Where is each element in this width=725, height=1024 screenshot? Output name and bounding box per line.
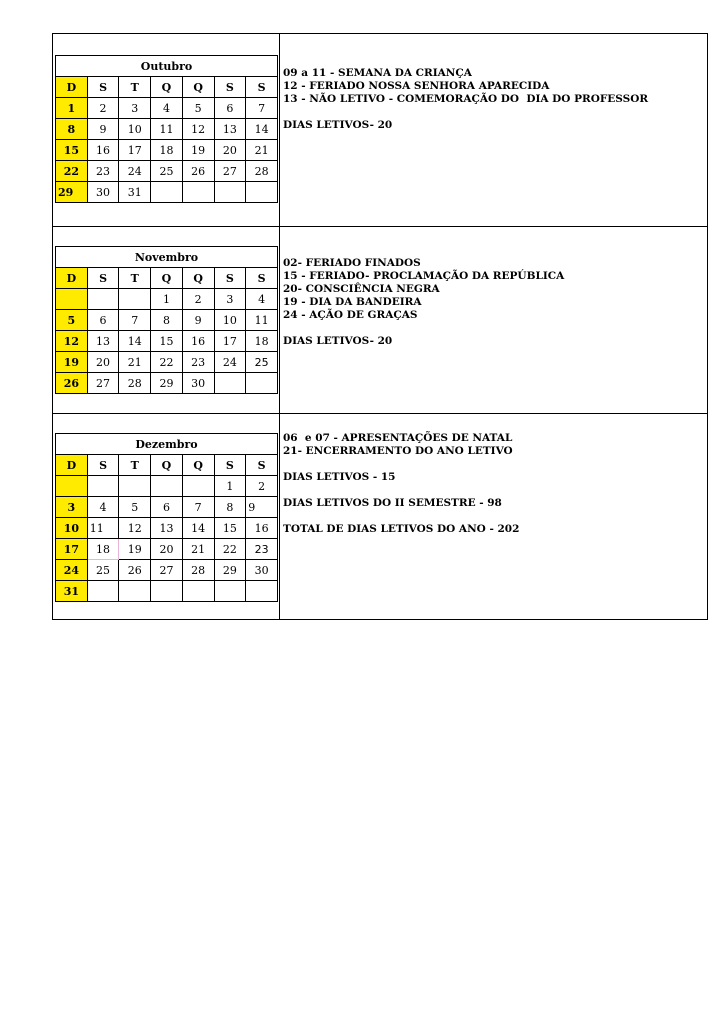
day-cell: 4 <box>151 98 183 119</box>
note-line: 20- CONSCIÊNCIA NEGRA <box>283 283 440 295</box>
day-cell: 27 <box>214 161 246 182</box>
day-cell: 29 <box>151 373 183 394</box>
day-cell: 13 <box>87 331 119 352</box>
day-cell: 6 <box>87 310 119 331</box>
day-cell: 6 <box>214 98 246 119</box>
day-cell: 3 <box>214 289 246 310</box>
day-cell <box>119 581 151 602</box>
day-cell <box>214 182 246 203</box>
weekday-header: Q <box>151 77 183 98</box>
sunday-cell: 10 <box>56 518 88 539</box>
day-cell: 9 <box>182 310 214 331</box>
note-line: 15 - FERIADO- PROCLAMAÇÃO DA REPÚBLICA <box>283 270 565 282</box>
calendar-dezembro <box>55 433 278 602</box>
day-cell: 14 <box>182 518 214 539</box>
note-line: DIAS LETIVOS- 20 <box>283 335 393 347</box>
day-cell: 18 <box>246 331 278 352</box>
section-divider <box>53 413 707 414</box>
sunday-cell: 19 <box>56 352 88 373</box>
weekday-header: S <box>87 455 119 476</box>
weekday-header: S <box>246 268 278 289</box>
day-cell: 24 <box>119 161 151 182</box>
day-cell <box>246 373 278 394</box>
note-line: 09 a 11 - SEMANA DA CRIANÇA <box>283 67 472 79</box>
day-cell: 5 <box>182 98 214 119</box>
weekday-header: T <box>119 268 151 289</box>
day-cell <box>119 289 151 310</box>
weekday-header: S <box>87 77 119 98</box>
day-cell: 12 <box>182 119 214 140</box>
day-cell: 5 <box>119 497 151 518</box>
sunday-cell: 8 <box>56 119 88 140</box>
day-cell: 23 <box>246 539 278 560</box>
day-cell: 20 <box>151 539 183 560</box>
sunday-cell: 29 <box>56 182 88 203</box>
weekday-header: D <box>56 77 88 98</box>
day-cell: 7 <box>182 497 214 518</box>
note-line: 19 - DIA DA BANDEIRA <box>283 296 422 308</box>
month-title: Novembro <box>56 247 278 268</box>
day-cell: 13 <box>151 518 183 539</box>
column-divider <box>279 34 280 619</box>
note-line: DIAS LETIVOS- 20 <box>283 119 393 131</box>
calendar-frame <box>52 33 708 620</box>
day-cell <box>151 182 183 203</box>
weekday-header: Q <box>182 268 214 289</box>
day-cell: 11 <box>246 310 278 331</box>
weekday-header: D <box>56 268 88 289</box>
day-cell: 20 <box>214 140 246 161</box>
weekday-header: D <box>56 455 88 476</box>
notes-dezembro <box>283 432 703 536</box>
day-cell: 29 <box>214 560 246 581</box>
day-cell: 16 <box>87 140 119 161</box>
sunday-cell <box>56 476 88 497</box>
day-cell: 30 <box>182 373 214 394</box>
weekday-header: Q <box>151 455 183 476</box>
day-cell: 4 <box>246 289 278 310</box>
day-cell <box>246 581 278 602</box>
day-cell: 16 <box>182 331 214 352</box>
day-cell <box>151 581 183 602</box>
day-cell <box>182 182 214 203</box>
day-cell: 28 <box>119 373 151 394</box>
day-cell: 30 <box>246 560 278 581</box>
note-line: TOTAL DE DIAS LETIVOS DO ANO - 202 <box>283 523 520 535</box>
note-spacer <box>283 322 703 335</box>
sunday-cell <box>56 289 88 310</box>
day-cell: 7 <box>246 98 278 119</box>
weekday-header: Q <box>182 77 214 98</box>
day-cell <box>87 581 119 602</box>
day-cell: 15 <box>214 518 246 539</box>
note-spacer <box>283 510 703 523</box>
day-cell <box>151 476 183 497</box>
day-cell <box>214 581 246 602</box>
day-cell: 14 <box>246 119 278 140</box>
day-cell: 13 <box>214 119 246 140</box>
note-spacer <box>283 484 703 497</box>
note-spacer <box>283 458 703 471</box>
day-cell: 15 <box>151 331 183 352</box>
day-cell: 12 <box>119 518 151 539</box>
calendar-outubro <box>55 55 278 203</box>
day-cell: 18 <box>151 140 183 161</box>
sunday-cell: 17 <box>56 539 88 560</box>
day-cell: 21 <box>246 140 278 161</box>
day-cell: 25 <box>151 161 183 182</box>
day-cell: 11 <box>87 518 119 539</box>
day-cell: 10 <box>119 119 151 140</box>
day-cell: 6 <box>151 497 183 518</box>
sunday-cell: 3 <box>56 497 88 518</box>
day-cell <box>87 289 119 310</box>
day-cell: 27 <box>87 373 119 394</box>
day-cell: 30 <box>87 182 119 203</box>
notes-novembro <box>283 257 703 348</box>
month-title: Outubro <box>56 56 278 77</box>
day-cell: 2 <box>246 476 278 497</box>
day-cell: 4 <box>87 497 119 518</box>
note-line: DIAS LETIVOS - 15 <box>283 471 396 483</box>
day-cell: 1 <box>151 289 183 310</box>
note-spacer <box>283 106 703 119</box>
day-cell: 19 <box>182 140 214 161</box>
day-cell: 17 <box>119 140 151 161</box>
weekday-header: T <box>119 77 151 98</box>
day-cell: 22 <box>214 539 246 560</box>
day-cell: 8 <box>214 497 246 518</box>
day-cell <box>182 581 214 602</box>
day-cell: 9 <box>87 119 119 140</box>
day-cell <box>246 182 278 203</box>
note-line: 06 e 07 - APRESENTAÇÕES DE NATAL <box>283 432 513 444</box>
sunday-cell: 12 <box>56 331 88 352</box>
weekday-header: S <box>246 77 278 98</box>
sunday-cell: 5 <box>56 310 88 331</box>
note-line: 13 - NÃO LETIVO - COMEMORAÇÃO DO DIA DO PROFESSOR <box>283 93 649 105</box>
note-line: DIAS LETIVOS DO II SEMESTRE - 98 <box>283 497 502 509</box>
day-cell <box>182 476 214 497</box>
day-cell: 28 <box>246 161 278 182</box>
day-cell: 9 <box>246 497 278 518</box>
calendar-novembro <box>55 246 278 394</box>
sunday-cell: 26 <box>56 373 88 394</box>
section-divider <box>53 226 707 227</box>
weekday-header: Q <box>182 455 214 476</box>
note-line: 12 - FERIADO NOSSA SENHORA APARECIDA <box>283 80 550 92</box>
sunday-cell: 22 <box>56 161 88 182</box>
day-cell: 23 <box>182 352 214 373</box>
note-line: 02- FERIADO FINADOS <box>283 257 421 269</box>
month-title: Dezembro <box>56 434 278 455</box>
day-cell: 21 <box>119 352 151 373</box>
weekday-header: S <box>214 268 246 289</box>
day-cell: 20 <box>87 352 119 373</box>
day-cell: 27 <box>151 560 183 581</box>
sunday-cell: 15 <box>56 140 88 161</box>
day-cell: 21 <box>182 539 214 560</box>
day-cell: 17 <box>214 331 246 352</box>
day-cell: 8 <box>151 310 183 331</box>
day-cell: 1 <box>214 476 246 497</box>
day-cell: 11 <box>151 119 183 140</box>
sunday-cell: 31 <box>56 581 88 602</box>
day-cell <box>119 476 151 497</box>
day-cell: 25 <box>246 352 278 373</box>
day-cell <box>214 373 246 394</box>
day-cell: 28 <box>182 560 214 581</box>
weekday-header: T <box>119 455 151 476</box>
day-cell: 16 <box>246 518 278 539</box>
day-cell: 14 <box>119 331 151 352</box>
day-cell: 31 <box>119 182 151 203</box>
day-cell: 22 <box>151 352 183 373</box>
weekday-header: S <box>214 77 246 98</box>
day-cell: 10 <box>214 310 246 331</box>
day-cell: 26 <box>119 560 151 581</box>
day-cell: 3 <box>119 98 151 119</box>
day-cell: 26 <box>182 161 214 182</box>
note-line: 24 - AÇÃO DE GRAÇAS <box>283 309 418 321</box>
day-cell <box>87 476 119 497</box>
note-line: 21- ENCERRAMENTO DO ANO LETIVO <box>283 445 513 457</box>
day-cell: 19 <box>119 539 151 560</box>
day-cell: 2 <box>182 289 214 310</box>
day-cell: 25 <box>87 560 119 581</box>
weekday-header: S <box>246 455 278 476</box>
weekday-header: S <box>87 268 119 289</box>
day-cell: 23 <box>87 161 119 182</box>
day-cell: 18 <box>87 539 119 560</box>
day-cell: 2 <box>87 98 119 119</box>
weekday-header: Q <box>151 268 183 289</box>
sunday-cell: 24 <box>56 560 88 581</box>
day-cell: 7 <box>119 310 151 331</box>
day-cell: 24 <box>214 352 246 373</box>
weekday-header: S <box>214 455 246 476</box>
sunday-cell: 1 <box>56 98 88 119</box>
notes-outubro <box>283 67 703 132</box>
